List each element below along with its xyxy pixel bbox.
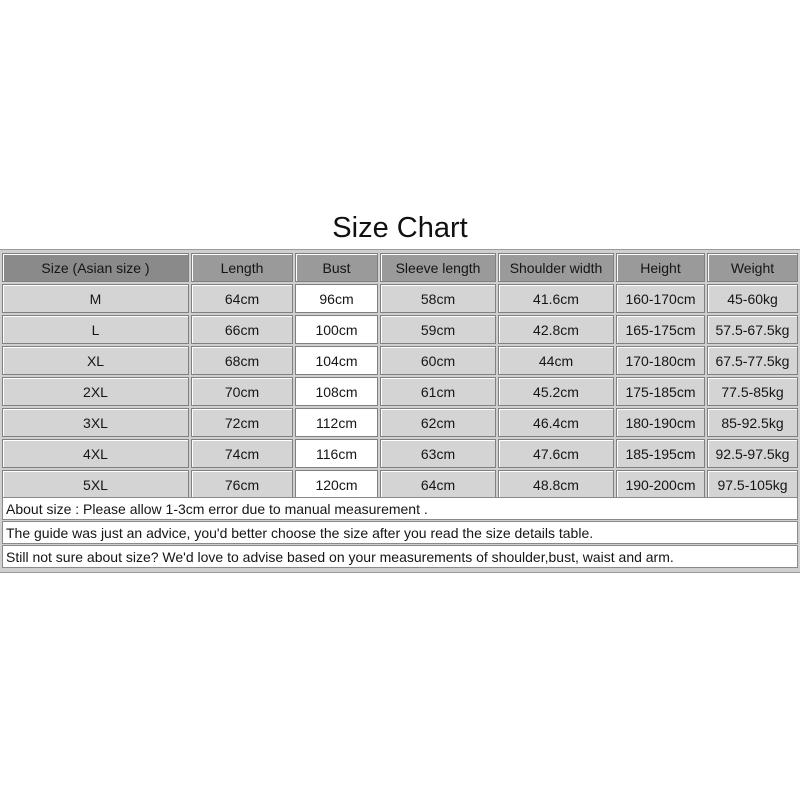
cell-bust: 100cm <box>295 315 378 344</box>
cell-shoulder-width: 48.8cm <box>498 470 614 499</box>
header-bust: Bust <box>295 253 378 282</box>
cell-length: 76cm <box>191 470 293 499</box>
note-line: About size : Please allow 1-3cm error due to manual measurement . <box>2 497 798 520</box>
cell-weight: 45-60kg <box>707 284 798 313</box>
cell-weight: 97.5-105kg <box>707 470 798 499</box>
cell-weight: 77.5-85kg <box>707 377 798 406</box>
cell-weight: 67.5-77.5kg <box>707 346 798 375</box>
cell-length: 74cm <box>191 439 293 468</box>
cell-sleeve-length: 61cm <box>380 377 496 406</box>
cell-size: L <box>2 315 189 344</box>
header-size: Size (Asian size ) <box>2 253 189 282</box>
cell-weight: 57.5-67.5kg <box>707 315 798 344</box>
cell-height: 160-170cm <box>616 284 705 313</box>
cell-sleeve-length: 58cm <box>380 284 496 313</box>
cell-size: 3XL <box>2 408 189 437</box>
note-line: Still not sure about size? We'd love to advise based on your measurements of shoulder,bust, waist and arm. <box>2 545 798 568</box>
cell-height: 180-190cm <box>616 408 705 437</box>
header-height: Height <box>616 253 705 282</box>
cell-height: 165-175cm <box>616 315 705 344</box>
cell-bust: 116cm <box>295 439 378 468</box>
header-shoulder-width: Shoulder width <box>498 253 614 282</box>
cell-height: 170-180cm <box>616 346 705 375</box>
cell-size: 5XL <box>2 470 189 499</box>
cell-bust: 120cm <box>295 470 378 499</box>
cell-bust: 96cm <box>295 284 378 313</box>
cell-length: 64cm <box>191 284 293 313</box>
cell-sleeve-length: 64cm <box>380 470 496 499</box>
cell-height: 190-200cm <box>616 470 705 499</box>
cell-bust: 112cm <box>295 408 378 437</box>
cell-sleeve-length: 60cm <box>380 346 496 375</box>
note-line: The guide was just an advice, you'd better choose the size after you read the size details table. <box>2 521 798 544</box>
cell-length: 68cm <box>191 346 293 375</box>
cell-size: 2XL <box>2 377 189 406</box>
cell-shoulder-width: 45.2cm <box>498 377 614 406</box>
cell-shoulder-width: 44cm <box>498 346 614 375</box>
cell-height: 175-185cm <box>616 377 705 406</box>
cell-size: 4XL <box>2 439 189 468</box>
cell-length: 70cm <box>191 377 293 406</box>
cell-weight: 92.5-97.5kg <box>707 439 798 468</box>
cell-sleeve-length: 59cm <box>380 315 496 344</box>
cell-weight: 85-92.5kg <box>707 408 798 437</box>
header-sleeve-length: Sleeve length <box>380 253 496 282</box>
header-length: Length <box>191 253 293 282</box>
cell-bust: 108cm <box>295 377 378 406</box>
cell-length: 66cm <box>191 315 293 344</box>
cell-size: XL <box>2 346 189 375</box>
chart-title: Size Chart <box>332 212 468 244</box>
cell-shoulder-width: 42.8cm <box>498 315 614 344</box>
cell-sleeve-length: 63cm <box>380 439 496 468</box>
cell-shoulder-width: 46.4cm <box>498 408 614 437</box>
cell-shoulder-width: 47.6cm <box>498 439 614 468</box>
cell-bust: 104cm <box>295 346 378 375</box>
cell-height: 185-195cm <box>616 439 705 468</box>
cell-size: M <box>2 284 189 313</box>
cell-shoulder-width: 41.6cm <box>498 284 614 313</box>
header-weight: Weight <box>707 253 798 282</box>
cell-length: 72cm <box>191 408 293 437</box>
cell-sleeve-length: 62cm <box>380 408 496 437</box>
